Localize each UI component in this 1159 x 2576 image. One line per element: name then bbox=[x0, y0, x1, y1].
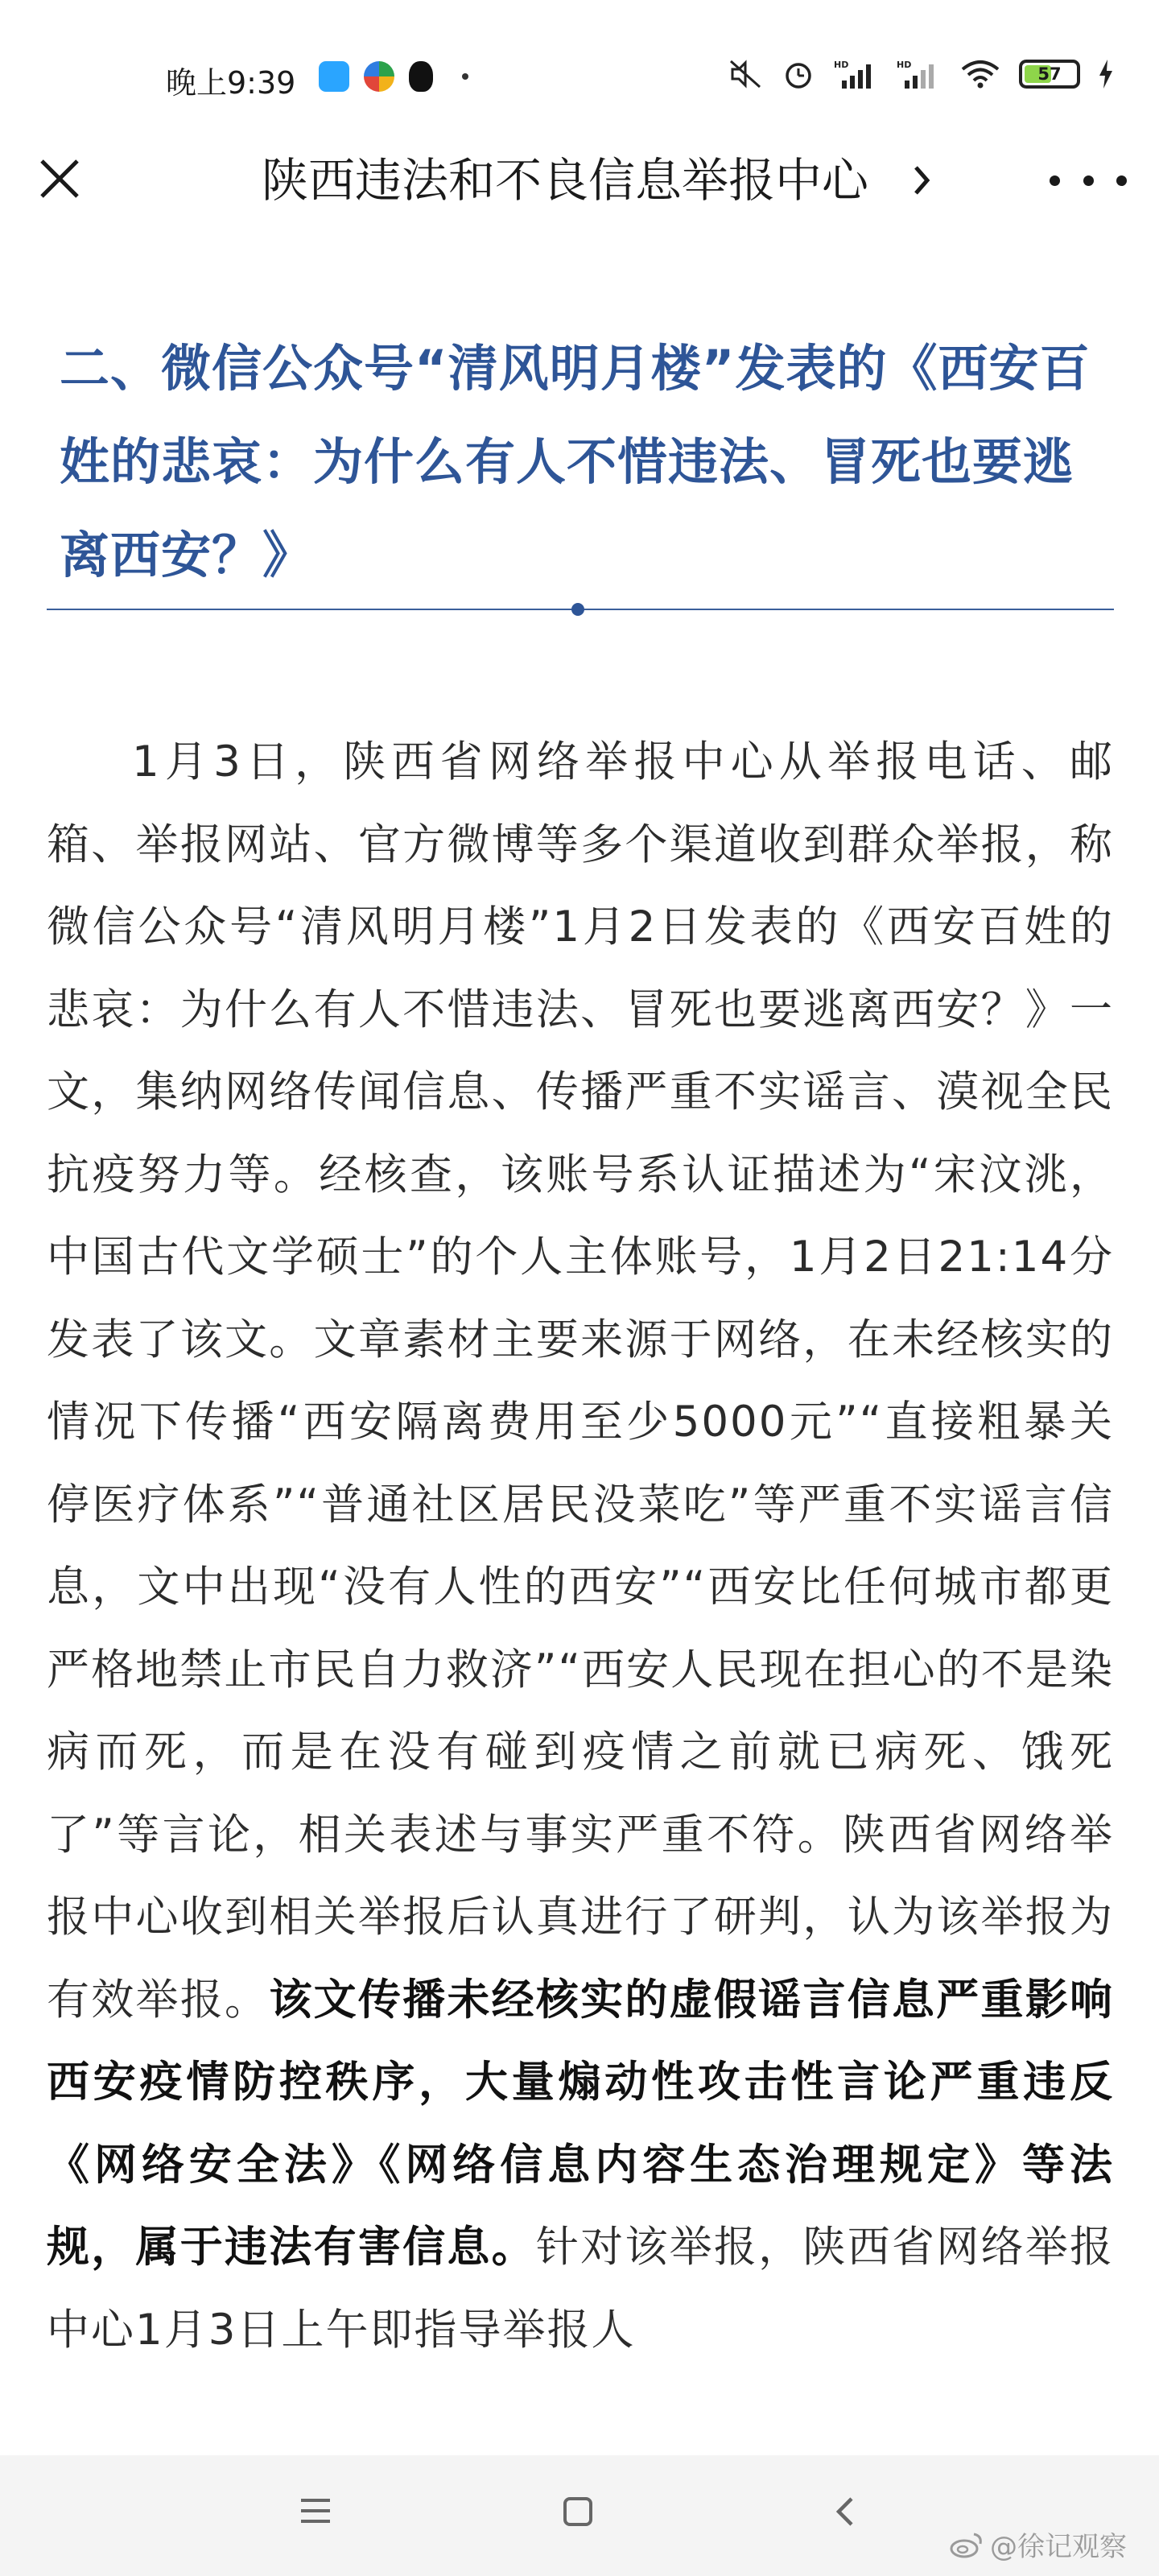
svg-text:HD: HD bbox=[897, 60, 912, 70]
more-dots-icon bbox=[1083, 175, 1094, 186]
menu-lines-icon[interactable] bbox=[298, 2497, 333, 2524]
system-icons bbox=[728, 58, 1114, 90]
more-dots-icon bbox=[1050, 175, 1060, 186]
charging-bolt-icon bbox=[1098, 58, 1114, 90]
section-heading: 二、微信公众号“清风明月楼”发表的《西安百姓的悲哀：为什么有人不惜违法、冒死也要逃离西安？》 bbox=[60, 339, 1091, 584]
watermark-text: @徐记观察 bbox=[990, 2531, 1127, 2563]
divider-dot bbox=[571, 603, 584, 616]
status-time: 晚上9:39 bbox=[166, 65, 296, 101]
battery-indicator bbox=[1019, 60, 1080, 89]
paragraph-bold-text: 该文传播未经核实的虚假谣言信息严重影响西安疫情防控秩序，大量煽动性攻击性言论严重违反《网络安全法》《网络信息内容生态治理规定》等法规，属于违法有害信息。 bbox=[47, 1975, 1115, 2272]
browser-app-icon bbox=[364, 61, 394, 92]
alarm-icon bbox=[781, 58, 816, 90]
more-notifications-dot-icon bbox=[462, 73, 468, 80]
watermark bbox=[950, 2524, 1127, 2564]
more-options-button[interactable] bbox=[1050, 156, 1127, 204]
paragraph-tail-text: 针对该举报，陕西省网络举报中心1月3日上午即指导举报人 bbox=[47, 2223, 1115, 2355]
home-square-icon[interactable] bbox=[563, 2497, 592, 2526]
status-bar bbox=[0, 0, 1159, 137]
signal-hd-icon bbox=[834, 58, 879, 90]
page-title[interactable]: 陕西违法和不良信息举报中心 bbox=[262, 153, 869, 208]
close-button[interactable] bbox=[32, 151, 87, 206]
title-bar bbox=[0, 137, 1159, 225]
signal-hd-2-icon bbox=[897, 58, 942, 90]
back-chevron-icon[interactable] bbox=[829, 2494, 861, 2529]
more-dots-icon bbox=[1116, 175, 1127, 186]
battery-level-text: 57 bbox=[1037, 64, 1062, 84]
wifi-icon bbox=[959, 58, 1001, 90]
mute-icon bbox=[728, 58, 763, 90]
close-icon bbox=[39, 158, 80, 200]
qq-app-icon bbox=[409, 61, 433, 92]
weibo-logo-icon bbox=[950, 2531, 984, 2558]
paragraph-text: 1月3日，陕西省网络举报中心从举报电话、邮箱、举报网站、官方微博等多个渠道收到群众举报，称微信公众号“清风明月楼”1月2日发表的《西安百姓的悲哀：为什么有人不惜违法、冒死也要逃离西安？》一文，集纳网络传闻信息、传播严重不实谣言、漠视全民抗疫努力等。经核查，该账号系认证描述为“宋汶洮，中国古代文学硕士”的个人主体账号，1月2日21:14分发表了该文。文章素材主要来源于网络，在未经核实的情况下传播“西安隔离费用至少5000元”“直接粗暴关停医疗体系”“普通社区居民没菜吃”等严重不实谣言信息，文中出现“没有人性的西安”“西安比任何城市都更严格地禁止市民自力救济”“西安人民现在担心的不是染病而死，而是在没有碰到疫情之前就已病死、饿死了”等言论，相关表述与事实严重不符。陕西省网络举报中心收到相关举报后认真进行了研判，认为该举报为有效举报。 bbox=[47, 737, 1114, 2025]
svg-text:HD: HD bbox=[834, 60, 849, 70]
notification-icons bbox=[319, 61, 468, 92]
message-app-icon bbox=[319, 61, 349, 92]
chevron-right-icon[interactable] bbox=[906, 159, 938, 201]
article-paragraph bbox=[47, 721, 1114, 2372]
